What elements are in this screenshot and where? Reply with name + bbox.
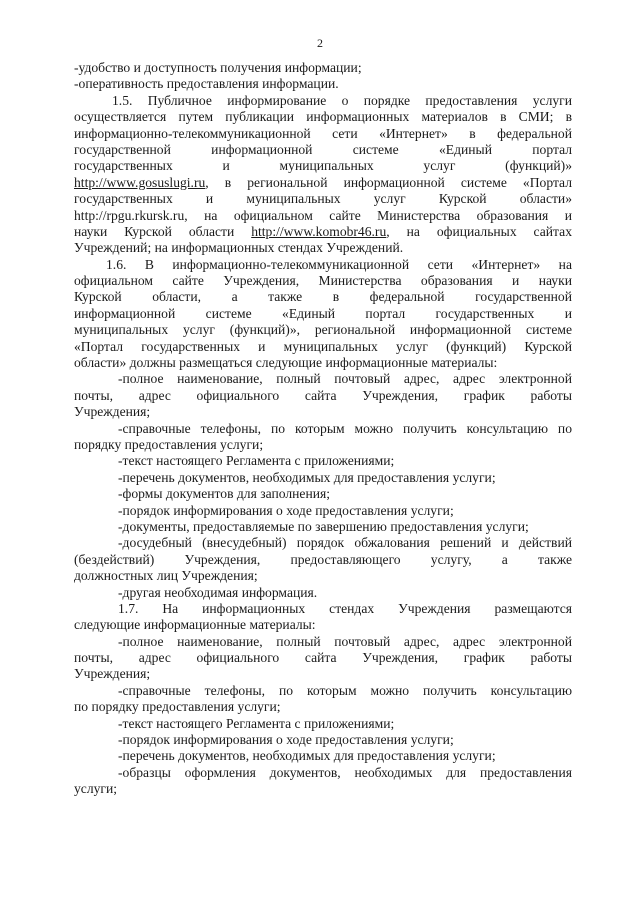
text-line: информационной системе «Единый портал государственных и (74, 305, 572, 321)
text-line: Учреждений; на информационных стендах Учреждений. (74, 240, 404, 256)
text-line: Учреждения; (74, 404, 151, 420)
text-line: 1.7. На информационных стендах Учреждения размещаются (118, 600, 572, 616)
text-line: -порядок информирования о ходе предоставления услуги; (118, 502, 454, 518)
document-body (74, 60, 572, 798)
text-line: -справочные телефоны, по которым можно получить консультацию по (118, 420, 572, 436)
text-line: -удобство и доступность получения информации; (74, 60, 362, 75)
text-line: области» должны размещаться следующие информационные материалы: (74, 355, 498, 371)
text-line: государственной информационной системе «Единый портал (74, 141, 572, 157)
text-line: 1.5. Публичное информирование о порядке предоставления услуги (112, 92, 572, 108)
text-line: -перечень документов, необходимых для предоставления услуги; (118, 469, 496, 485)
text-line: -образцы оформления документов, необходимых для предоставления (118, 764, 572, 780)
text-line: -текст настоящего Регламента с приложениями; (118, 715, 395, 731)
text-line: официальном сайте Учреждения, Министерства образования и науки (74, 273, 572, 289)
text-line: -справочные телефоны, по которым можно получить консультацию (118, 682, 572, 698)
text-line: -порядок информирования о ходе предоставления услуги; (118, 732, 454, 748)
text-line: -формы документов для заполнения; (118, 486, 331, 502)
text-line: порядку предоставления услуги; (74, 436, 264, 452)
text-line: -досудебный (внесудебный) порядок обжалования решений и действий (118, 535, 572, 551)
text-line: Курской области, а также в федеральной государственной (74, 289, 572, 305)
text-line: почты, адрес официального сайта Учреждения, график работы (74, 387, 572, 403)
text-line: по порядку предоставления услуги; (74, 699, 281, 715)
text-line: государственных и муниципальных услуг (функций)» (74, 158, 572, 174)
url-link[interactable]: http://www.komobr46.ru (251, 223, 387, 239)
text-line: -полное наименование, полный почтовый адрес, адрес электронной (118, 371, 572, 387)
text-line: http://www.gosuslugi.ru, в региональной информационной системе «Портал (74, 174, 572, 190)
text-line: науки Курской области http://www.komobr46.ru, на официальных сайтах (74, 223, 572, 239)
text-line: Учреждения; (74, 666, 151, 682)
text-line: следующие информационные материалы: (74, 617, 316, 633)
text-line: -документы, предоставляемые по завершению предоставления услуги; (118, 518, 529, 534)
url-link[interactable]: http://www.gosuslugi.ru (74, 174, 206, 190)
text-line: -другая необходимая информация. (118, 584, 318, 600)
text-line: -перечень документов, необходимых для предоставления услуги; (118, 748, 496, 764)
text-line: почты, адрес официального сайта Учреждения, график работы (74, 650, 572, 666)
text-line: информационно-телекоммуникационной сети «Интернет» в федеральной (74, 125, 572, 141)
text-line: -полное наименование, полный почтовый адрес, адрес электронной (118, 633, 572, 649)
text-line: http://rpgu.rkursk.ru, на официальном сайте Министерства образования и (74, 207, 572, 223)
page-number: 2 (317, 36, 323, 50)
text-line: 1.6. В информационно-телекоммуникационной сети «Интернет» на (106, 256, 572, 272)
text-line: -оперативность предоставления информации. (74, 76, 339, 92)
text-line: -текст настоящего Регламента с приложениями; (118, 453, 395, 469)
text-line: государственных и муниципальных услуг Курской области» (74, 191, 572, 207)
text-line: должностных лиц Учреждения; (74, 568, 258, 584)
text-line: (бездействий) Учреждения, предоставляющего услугу, а также (74, 551, 572, 567)
text-line: муниципальных услуг (функций)», региональной информационной системе (74, 322, 572, 338)
text-line: осуществляется путем публикации информационных материалов в СМИ; в (74, 109, 572, 125)
text-line: услуги; (74, 781, 118, 797)
text-line: «Портал государственных и муниципальных услуг (функций) Курской (74, 338, 572, 354)
